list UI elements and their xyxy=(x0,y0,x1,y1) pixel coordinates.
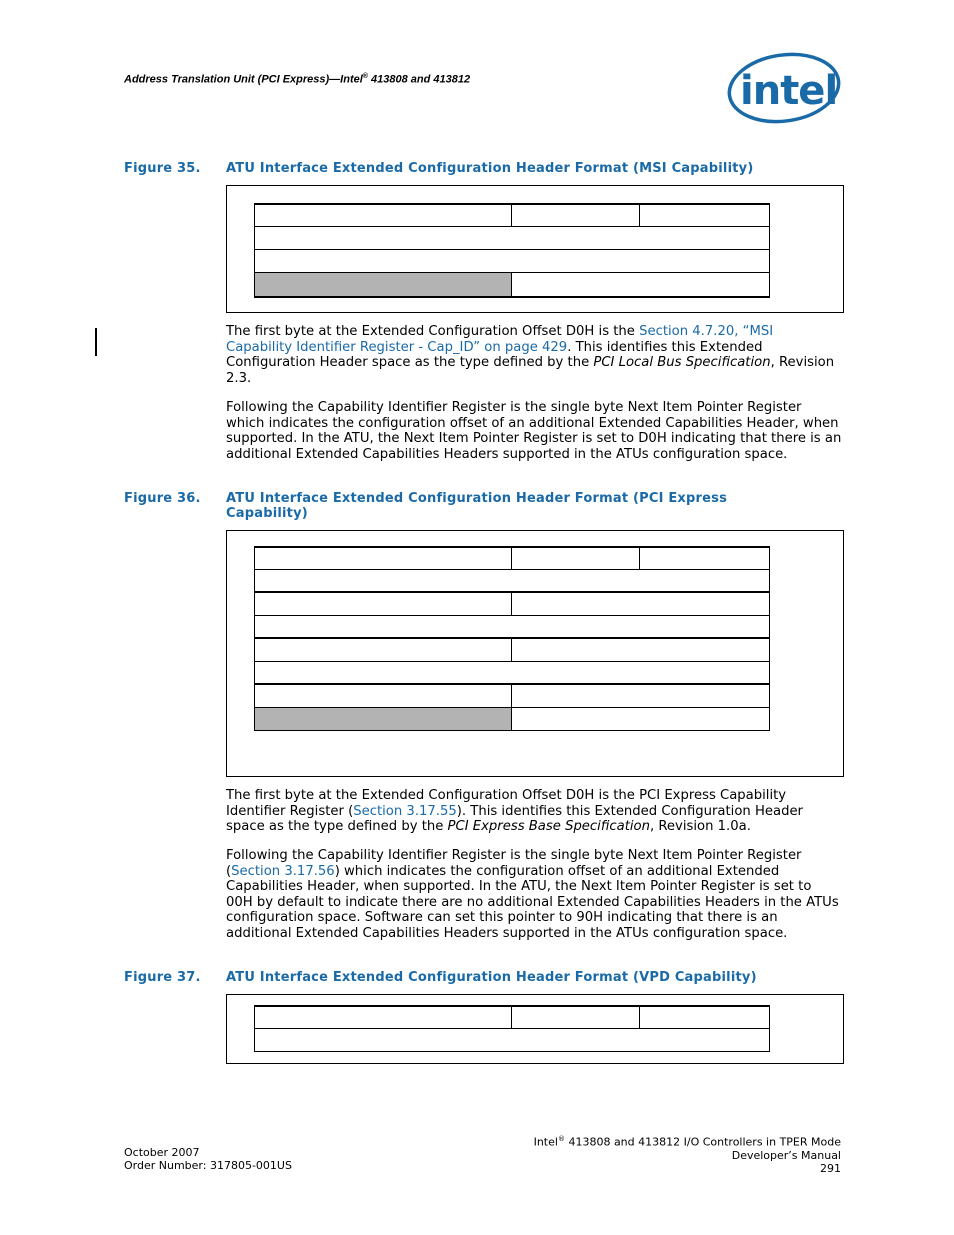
register-cell xyxy=(512,273,769,296)
page-number: 291 xyxy=(820,1161,841,1175)
register-cell xyxy=(640,205,769,226)
register-cell xyxy=(255,593,512,615)
register-cell xyxy=(512,593,769,615)
register-table xyxy=(254,546,770,731)
footer-order-number: Order Number: 317805-001US xyxy=(124,1159,292,1172)
figure-37-diagram xyxy=(226,994,844,1064)
register-row xyxy=(254,593,770,616)
register-cell xyxy=(512,708,769,730)
register-cell xyxy=(512,205,641,226)
register-cell xyxy=(255,662,769,683)
register-row xyxy=(254,273,770,298)
paragraph: The first byte at the Extended Configuration Offset D0H is the PCI Express Capability Identifier Register (Section 3.17.55). This identifies this Extended Configuration Header space as the type defined by the PCI Express Base Specification, Revision 1.0a. xyxy=(226,788,803,835)
reserved-cell xyxy=(255,273,512,296)
register-table xyxy=(254,203,770,298)
register-cell xyxy=(255,548,512,569)
figure-title: ATU Interface Extended Configuration Header Format (MSI Capability) xyxy=(226,161,754,176)
paragraph: Following the Capability Identifier Register is the single byte Next Item Pointer Register (Section 3.17.56) which indicates the configuration offset of an additional Extended Capabilities Header, when supported. In the ATU, the Next Item Pointer Register is set to 00H by default to indicate there are no additional Extended Capabilities Headers in the ATUs configuration space. Software can set this pointer to 90H indicating that there is an additional Extended Capabilities Headers supported in the ATUs configuration space. xyxy=(226,848,839,941)
register-cell xyxy=(512,548,641,569)
register-cell xyxy=(255,1029,769,1051)
section-link[interactable]: Section 3.17.56 xyxy=(231,863,335,879)
figure-number: Figure 35. xyxy=(124,161,201,176)
footer-manual: Developer’s Manual xyxy=(731,1148,841,1162)
register-cell xyxy=(640,1007,769,1028)
paragraph: Following the Capability Identifier Register is the single byte Next Item Pointer Register which indicates the configuration offset of an additional Extended Capabilities Header, when supported. In the ATU, the Next Item Pointer Register is set to D0H indicating that there is an additional Extended Capabilities Headers supported in the ATUs configuration space. xyxy=(226,400,842,462)
register-table xyxy=(254,1005,770,1052)
register-row xyxy=(254,227,770,250)
register-cell xyxy=(255,639,512,661)
register-cell xyxy=(640,548,769,569)
section-link[interactable]: Section 4.7.20, “MSI Capability Identifier Register - Cap_ID” on page 429 xyxy=(226,324,774,355)
register-row xyxy=(254,570,770,593)
register-cell xyxy=(255,685,512,707)
figure-35-diagram xyxy=(226,185,844,313)
register-cell xyxy=(512,1007,641,1028)
register-row xyxy=(254,250,770,273)
register-cell xyxy=(512,639,769,661)
register-cell xyxy=(255,570,769,591)
intel-logo xyxy=(726,50,842,128)
register-cell xyxy=(255,250,769,272)
register-row xyxy=(254,708,770,731)
register-row xyxy=(254,662,770,685)
register-row xyxy=(254,1029,770,1052)
register-row xyxy=(254,639,770,662)
change-bar xyxy=(95,328,97,356)
footer-product: Intel® 413808 and 413812 I/O Controllers in TPER Mode xyxy=(533,1135,841,1149)
reserved-cell xyxy=(255,708,512,730)
figure-number: Figure 36. xyxy=(124,491,201,506)
section-link[interactable]: Section 3.17.55 xyxy=(353,803,457,819)
running-header: Address Translation Unit (PCI Express)—Intel® 413808 and 413812 xyxy=(124,73,471,86)
footer-right xyxy=(534,1133,841,1175)
footer-date: October 2007 xyxy=(124,1146,200,1159)
register-cell xyxy=(255,616,769,637)
paragraph: The first byte at the Extended Configuration Offset D0H is the Section 4.7.20, “MSI Capability Identifier Register - Cap_ID” on page 429. This identifies this Extended Configuration Header space as the type defined by the PCI Local Bus Specification, Revision 2.3. xyxy=(226,324,835,386)
svg-text:intel: intel xyxy=(740,68,838,114)
figure-title: ATU Interface Extended Configuration Header Format (PCI Express Capability) xyxy=(226,491,728,521)
figure-number: Figure 37. xyxy=(124,970,201,985)
register-cell xyxy=(255,227,769,249)
register-row xyxy=(254,685,770,708)
register-cell xyxy=(512,685,769,707)
figure-36-diagram xyxy=(226,530,844,777)
figure-title: ATU Interface Extended Configuration Header Format (VPD Capability) xyxy=(226,970,757,985)
register-row xyxy=(254,616,770,639)
register-row xyxy=(254,546,770,570)
register-cell xyxy=(255,1007,512,1028)
register-cell xyxy=(255,205,512,226)
register-row xyxy=(254,1005,770,1029)
register-row xyxy=(254,203,770,227)
footer-left xyxy=(124,1146,292,1172)
